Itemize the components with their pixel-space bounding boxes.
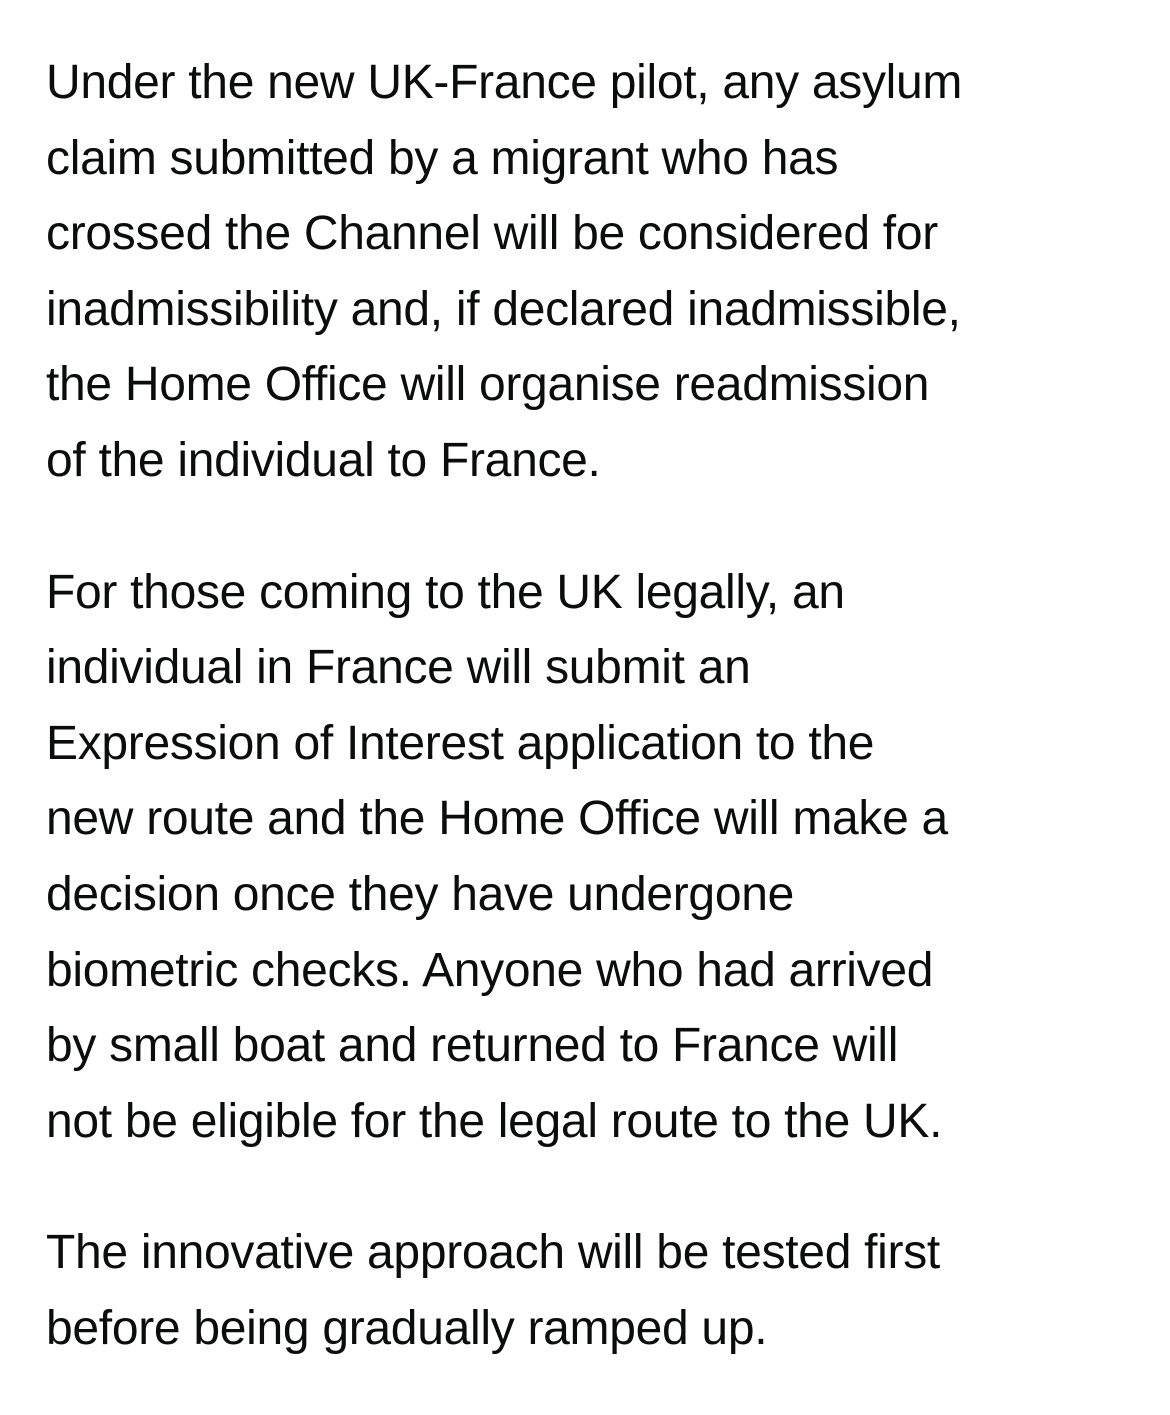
text-line: by small boat and returned to France will (46, 1019, 899, 1073)
text-line: the Home Office will organise readmission (46, 358, 930, 412)
text-line: new route and the Home Office will make a (46, 792, 948, 846)
text-line: The innovative approach will be tested first (46, 1226, 940, 1280)
text-line: For those coming to the UK legally, an (46, 565, 845, 619)
text-line: Expression of Interest application to the (46, 716, 875, 770)
text-line: biometric checks. Anyone who had arrived (46, 943, 934, 997)
paragraph-legal-route (46, 555, 1146, 1160)
text-line: not be eligible for the legal route to the UK. (46, 1094, 943, 1148)
paragraph-pilot (46, 45, 1146, 499)
text-line: Under the new UK-France pilot, any asylum (46, 56, 963, 109)
text-line: individual in France will submit an (46, 641, 751, 695)
text-line: crossed the Channel will be considered for (46, 207, 938, 261)
text-line: inadmissibility and, if declared inadmissible, (46, 282, 961, 336)
article-body (46, 45, 1146, 1367)
paragraph-approach (46, 1215, 1146, 1366)
text-line: decision once they have undergone (46, 867, 794, 921)
text-line: before being gradually ramped up. (46, 1301, 768, 1355)
text-line: of the individual to France. (46, 433, 601, 487)
text-line: claim submitted by a migrant who has (46, 131, 839, 185)
